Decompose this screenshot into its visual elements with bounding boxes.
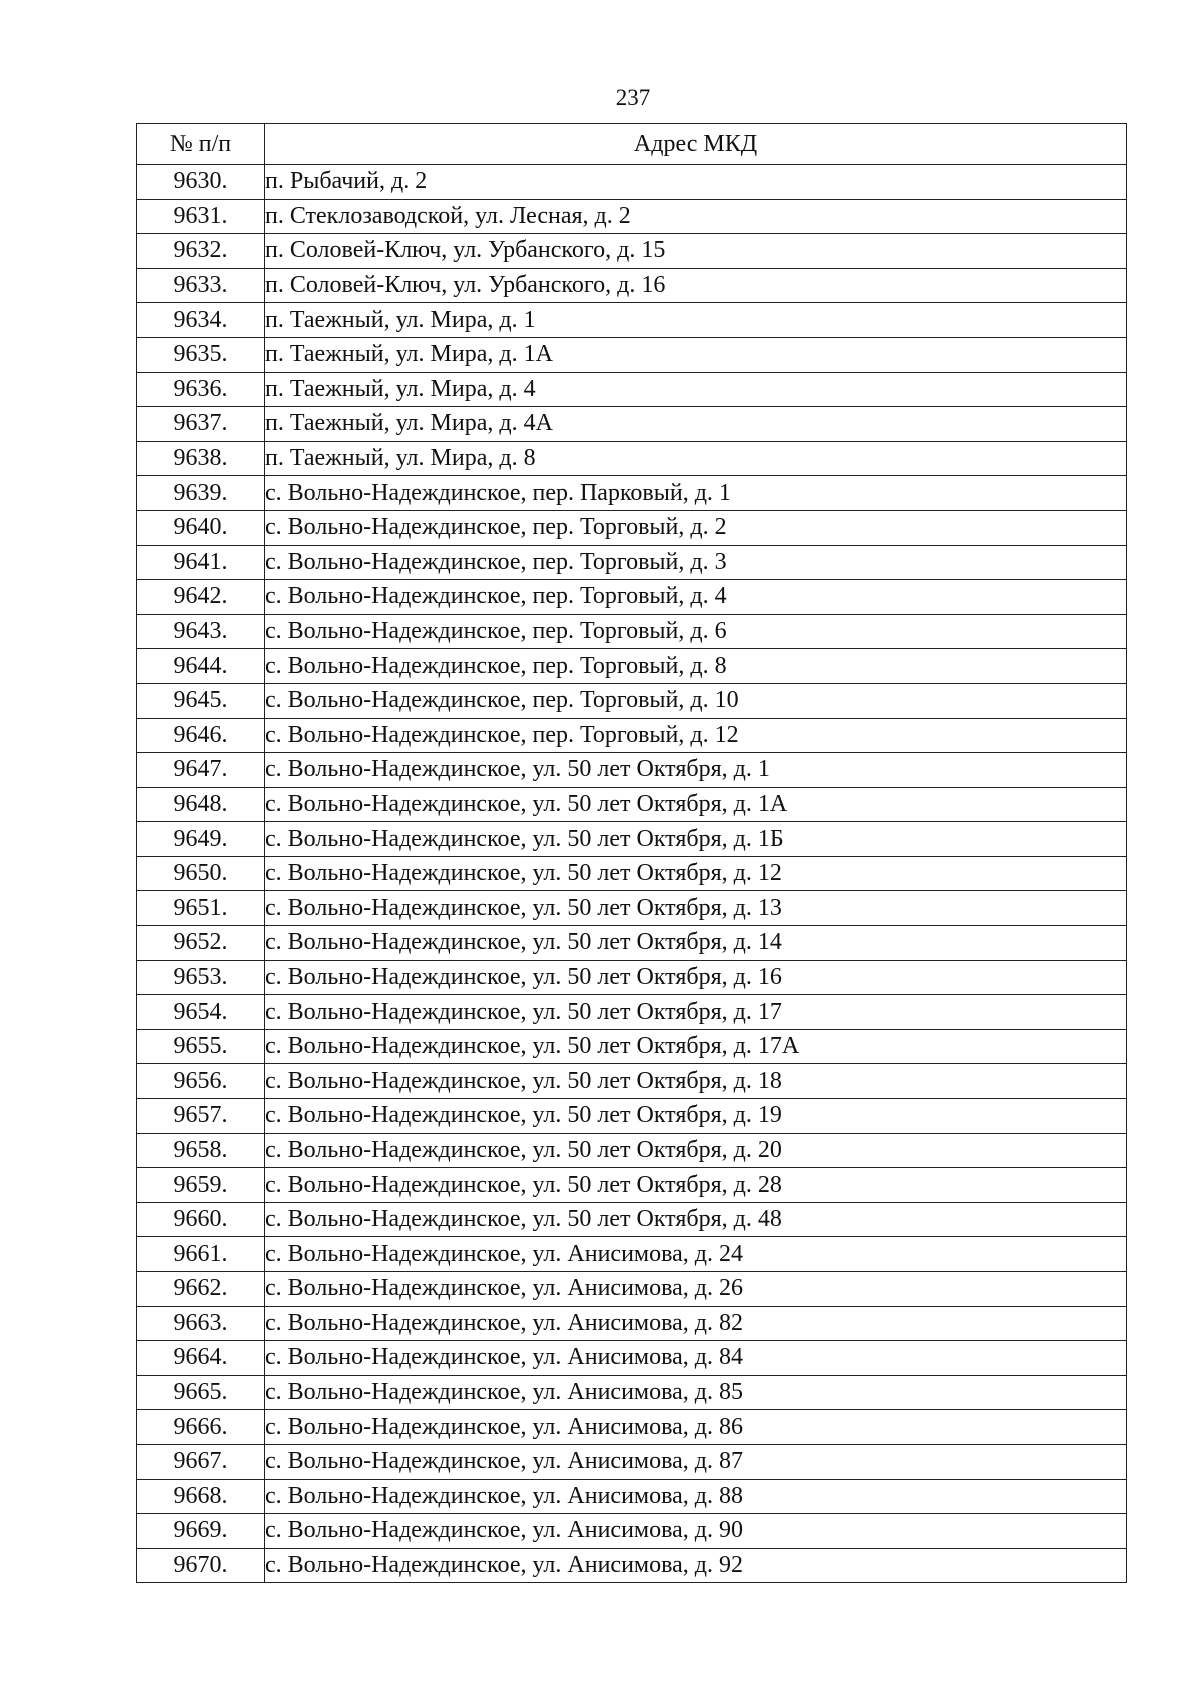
row-address: п. Рыбачий, д. 2 (265, 165, 1127, 200)
row-number: 9630. (137, 165, 265, 200)
table-row (137, 995, 1127, 1030)
row-number: 9656. (137, 1064, 265, 1099)
table-body (137, 165, 1127, 1583)
row-address: с. Вольно-Надеждинское, пер. Парковый, д. 1 (265, 476, 1127, 511)
table-row (137, 960, 1127, 995)
table-row (137, 1237, 1127, 1272)
row-address: п. Стеклозаводской, ул. Лесная, д. 2 (265, 199, 1127, 234)
row-address: с. Вольно-Надеждинское, ул. Анисимова, д. 92 (265, 1548, 1127, 1583)
row-number: 9637. (137, 407, 265, 442)
row-number: 9658. (137, 1133, 265, 1168)
row-number: 9641. (137, 545, 265, 580)
row-address: п. Таежный, ул. Мира, д. 4А (265, 407, 1127, 442)
row-address: с. Вольно-Надеждинское, ул. 50 лет Октября, д. 13 (265, 891, 1127, 926)
row-address: с. Вольно-Надеждинское, ул. Анисимова, д. 87 (265, 1444, 1127, 1479)
row-address: п. Соловей-Ключ, ул. Урбанского, д. 15 (265, 234, 1127, 269)
row-address: с. Вольно-Надеждинское, ул. 50 лет Октября, д. 1А (265, 787, 1127, 822)
row-address: с. Вольно-Надеждинское, ул. Анисимова, д. 26 (265, 1272, 1127, 1307)
header-num: № п/п (137, 124, 265, 165)
row-address: с. Вольно-Надеждинское, пер. Торговый, д. 12 (265, 718, 1127, 753)
row-address: п. Таежный, ул. Мира, д. 4 (265, 372, 1127, 407)
row-number: 9668. (137, 1479, 265, 1514)
table-row (137, 476, 1127, 511)
row-number: 9664. (137, 1341, 265, 1376)
table-row (137, 165, 1127, 200)
table-row (137, 1133, 1127, 1168)
row-address: п. Таежный, ул. Мира, д. 1 (265, 303, 1127, 338)
row-address: с. Вольно-Надеждинское, ул. Анисимова, д. 82 (265, 1306, 1127, 1341)
row-number: 9659. (137, 1168, 265, 1203)
row-number: 9645. (137, 683, 265, 718)
row-number: 9632. (137, 234, 265, 269)
table-row (137, 545, 1127, 580)
row-address: с. Вольно-Надеждинское, ул. 50 лет Октября, д. 1 (265, 753, 1127, 788)
row-number: 9670. (137, 1548, 265, 1583)
table-row (137, 753, 1127, 788)
row-address: с. Вольно-Надеждинское, ул. Анисимова, д. 85 (265, 1375, 1127, 1410)
page-number: 237 (615, 85, 651, 110)
row-address: с. Вольно-Надеждинское, пер. Торговый, д. 3 (265, 545, 1127, 580)
row-address: п. Таежный, ул. Мира, д. 8 (265, 441, 1127, 476)
row-number: 9634. (137, 303, 265, 338)
table-row (137, 1099, 1127, 1134)
table-row (137, 441, 1127, 476)
row-number: 9663. (137, 1306, 265, 1341)
row-address: с. Вольно-Надеждинское, пер. Торговый, д. 10 (265, 683, 1127, 718)
row-address: с. Вольно-Надеждинское, ул. 50 лет Октября, д. 1Б (265, 822, 1127, 857)
table-row (137, 268, 1127, 303)
table-row (137, 718, 1127, 753)
table-row (137, 407, 1127, 442)
row-number: 9650. (137, 856, 265, 891)
row-number: 9648. (137, 787, 265, 822)
table-row (137, 1548, 1127, 1583)
row-number: 9635. (137, 337, 265, 372)
row-address: с. Вольно-Надеждинское, ул. Анисимова, д. 84 (265, 1341, 1127, 1376)
row-number: 9657. (137, 1099, 265, 1134)
row-number: 9660. (137, 1202, 265, 1237)
table-row (137, 1168, 1127, 1203)
row-address: с. Вольно-Надеждинское, ул. Анисимова, д. 86 (265, 1410, 1127, 1445)
table-row (137, 1272, 1127, 1307)
row-address: с. Вольно-Надеждинское, ул. 50 лет Октября, д. 14 (265, 926, 1127, 961)
table-row (137, 199, 1127, 234)
table-row (137, 1306, 1127, 1341)
table-row (137, 1341, 1127, 1376)
table-row (137, 926, 1127, 961)
row-number: 9636. (137, 372, 265, 407)
row-number: 9651. (137, 891, 265, 926)
row-address: с. Вольно-Надеждинское, ул. 50 лет Октября, д. 28 (265, 1168, 1127, 1203)
row-number: 9667. (137, 1444, 265, 1479)
table-row (137, 683, 1127, 718)
row-number: 9642. (137, 580, 265, 615)
row-address: с. Вольно-Надеждинское, ул. Анисимова, д. 90 (265, 1514, 1127, 1549)
table-row (137, 234, 1127, 269)
table-row (137, 614, 1127, 649)
table-row (137, 580, 1127, 615)
table-header (137, 124, 1127, 165)
row-number: 9639. (137, 476, 265, 511)
row-address: с. Вольно-Надеждинское, ул. 50 лет Октября, д. 18 (265, 1064, 1127, 1099)
row-number: 9631. (137, 199, 265, 234)
row-number: 9666. (137, 1410, 265, 1445)
row-address: с. Вольно-Надеждинское, ул. 50 лет Октября, д. 48 (265, 1202, 1127, 1237)
row-number: 9653. (137, 960, 265, 995)
row-address: с. Вольно-Надеждинское, ул. Анисимова, д. 88 (265, 1479, 1127, 1514)
row-number: 9654. (137, 995, 265, 1030)
table-row (137, 1410, 1127, 1445)
header-row (137, 124, 1127, 165)
table-row (137, 787, 1127, 822)
row-address: с. Вольно-Надеждинское, пер. Торговый, д. 2 (265, 510, 1127, 545)
row-address: с. Вольно-Надеждинское, ул. Анисимова, д. 24 (265, 1237, 1127, 1272)
row-number: 9643. (137, 614, 265, 649)
row-number: 9638. (137, 441, 265, 476)
table-row (137, 891, 1127, 926)
row-address: с. Вольно-Надеждинское, ул. 50 лет Октября, д. 19 (265, 1099, 1127, 1134)
row-number: 9652. (137, 926, 265, 961)
row-address: с. Вольно-Надеждинское, ул. 50 лет Октября, д. 16 (265, 960, 1127, 995)
row-address: с. Вольно-Надеждинское, ул. 50 лет Октября, д. 20 (265, 1133, 1127, 1168)
row-address: с. Вольно-Надеждинское, пер. Торговый, д. 4 (265, 580, 1127, 615)
row-address: п. Таежный, ул. Мира, д. 1А (265, 337, 1127, 372)
table-row (137, 1444, 1127, 1479)
row-number: 9662. (137, 1272, 265, 1307)
row-address: с. Вольно-Надеждинское, ул. 50 лет Октября, д. 17А (265, 1029, 1127, 1064)
table-row (137, 303, 1127, 338)
row-number: 9644. (137, 649, 265, 684)
table-row (137, 1029, 1127, 1064)
address-table (136, 123, 1127, 1583)
header-address: Адрес МКД (265, 124, 1127, 165)
row-number: 9647. (137, 753, 265, 788)
row-number: 9633. (137, 268, 265, 303)
table-row (137, 337, 1127, 372)
row-address: с. Вольно-Надеждинское, пер. Торговый, д. 8 (265, 649, 1127, 684)
row-address: с. Вольно-Надеждинское, ул. 50 лет Октября, д. 17 (265, 995, 1127, 1030)
row-address: с. Вольно-Надеждинское, пер. Торговый, д. 6 (265, 614, 1127, 649)
table-row (137, 856, 1127, 891)
table-row (137, 1202, 1127, 1237)
table-row (137, 510, 1127, 545)
row-number: 9646. (137, 718, 265, 753)
row-number: 9669. (137, 1514, 265, 1549)
table-row (137, 822, 1127, 857)
table-row (137, 1514, 1127, 1549)
table-row (137, 1479, 1127, 1514)
row-number: 9655. (137, 1029, 265, 1064)
row-number: 9661. (137, 1237, 265, 1272)
row-number: 9649. (137, 822, 265, 857)
row-number: 9665. (137, 1375, 265, 1410)
row-number: 9640. (137, 510, 265, 545)
table-row (137, 372, 1127, 407)
row-address: п. Соловей-Ключ, ул. Урбанского, д. 16 (265, 268, 1127, 303)
table-row (137, 1375, 1127, 1410)
row-address: с. Вольно-Надеждинское, ул. 50 лет Октября, д. 12 (265, 856, 1127, 891)
table-row (137, 649, 1127, 684)
table-row (137, 1064, 1127, 1099)
